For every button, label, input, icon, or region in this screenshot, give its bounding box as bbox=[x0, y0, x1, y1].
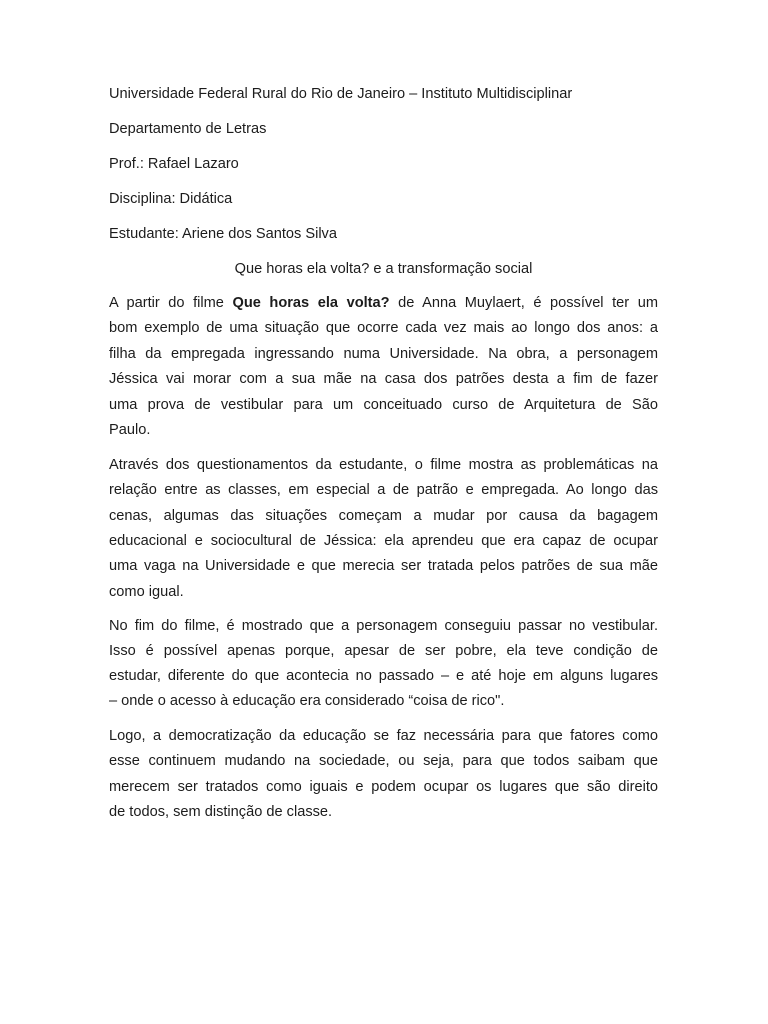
paragraph-1-line-4: Jéssica vai morar com a sua mãe na casa dos patrões desta a fim de fazer bbox=[109, 371, 658, 387]
paragraph-3-line-4: – onde o acesso à educação era considerado “coisa de rico". bbox=[109, 693, 505, 709]
paragraph-2-line-5: uma vaga na Universidade e que merecia ser tratada pelos patrões de sua mãe bbox=[109, 558, 658, 574]
paragraph-1-line-6: Paulo. bbox=[109, 422, 151, 438]
paragraph-2-line-6: como igual. bbox=[109, 584, 184, 600]
institution-line: Universidade Federal Rural do Rio de Janeiro – Instituto Multidisciplinar bbox=[109, 86, 573, 102]
paragraph-1-line-3: filha da empregada ingressando numa Universidade. Na obra, a personagem bbox=[109, 346, 658, 362]
department-line: Departamento de Letras bbox=[109, 121, 267, 137]
document-title: Que horas ela volta? e a transformação social bbox=[234, 261, 533, 277]
paragraph-3-line-3: estudar, diferente do que acontecia no passado – e até hoje em alguns lugares bbox=[109, 668, 658, 684]
paragraph-2-line-2: relação entre as classes, em especial a de patrão e empregada. Ao longo das bbox=[109, 482, 658, 498]
paragraph-1-line-2: bom exemplo de uma situação que ocorre cada vez mais ao longo dos anos: a bbox=[109, 320, 658, 336]
paragraph-2-line-4: educacional e sociocultural de Jéssica: ela aprendeu que era capaz de ocupar bbox=[109, 533, 658, 549]
paragraph-2-line-1: Através dos questionamentos da estudante, o filme mostra as problemáticas na bbox=[109, 457, 658, 473]
paragraph-4-line-1: Logo, a democratização da educação se faz necessária para que fatores como bbox=[109, 728, 658, 744]
paragraph-3-line-2: Isso é possível apenas porque, apesar de ser pobre, ela teve condição de bbox=[109, 643, 658, 659]
paragraph-1-line-5: uma prova de vestibular para um conceituado curso de Arquitetura de São bbox=[109, 397, 658, 413]
paragraph-4-line-2: esse continuem mudando na sociedade, ou seja, para que todos saibam que bbox=[109, 753, 658, 769]
paragraph-3-line-1: No fim do filme, é mostrado que a personagem conseguiu passar no vestibular. bbox=[109, 618, 658, 634]
paragraph-1-line-1 bbox=[109, 294, 658, 312]
professor-line: Prof.: Rafael Lazaro bbox=[109, 156, 239, 172]
paragraph-4-line-3: merecem ser tratados como iguais e podem ocupar os lugares que são direito bbox=[109, 779, 658, 795]
paragraph-1-line-1-pre: A partir do filme bbox=[109, 295, 224, 311]
student-line: Estudante: Ariene dos Santos Silva bbox=[109, 226, 337, 242]
film-title-bold: Que horas ela volta? bbox=[232, 295, 390, 311]
paragraph-2-line-3: cenas, algumas das situações começam a mudar por causa da bagagem bbox=[109, 508, 658, 524]
paragraph-1-line-1-post: de Anna Muylaert, é possível ter um bbox=[398, 295, 658, 311]
discipline-line: Disciplina: Didática bbox=[109, 191, 233, 207]
paragraph-4-line-4: de todos, sem distinção de classe. bbox=[109, 804, 333, 820]
